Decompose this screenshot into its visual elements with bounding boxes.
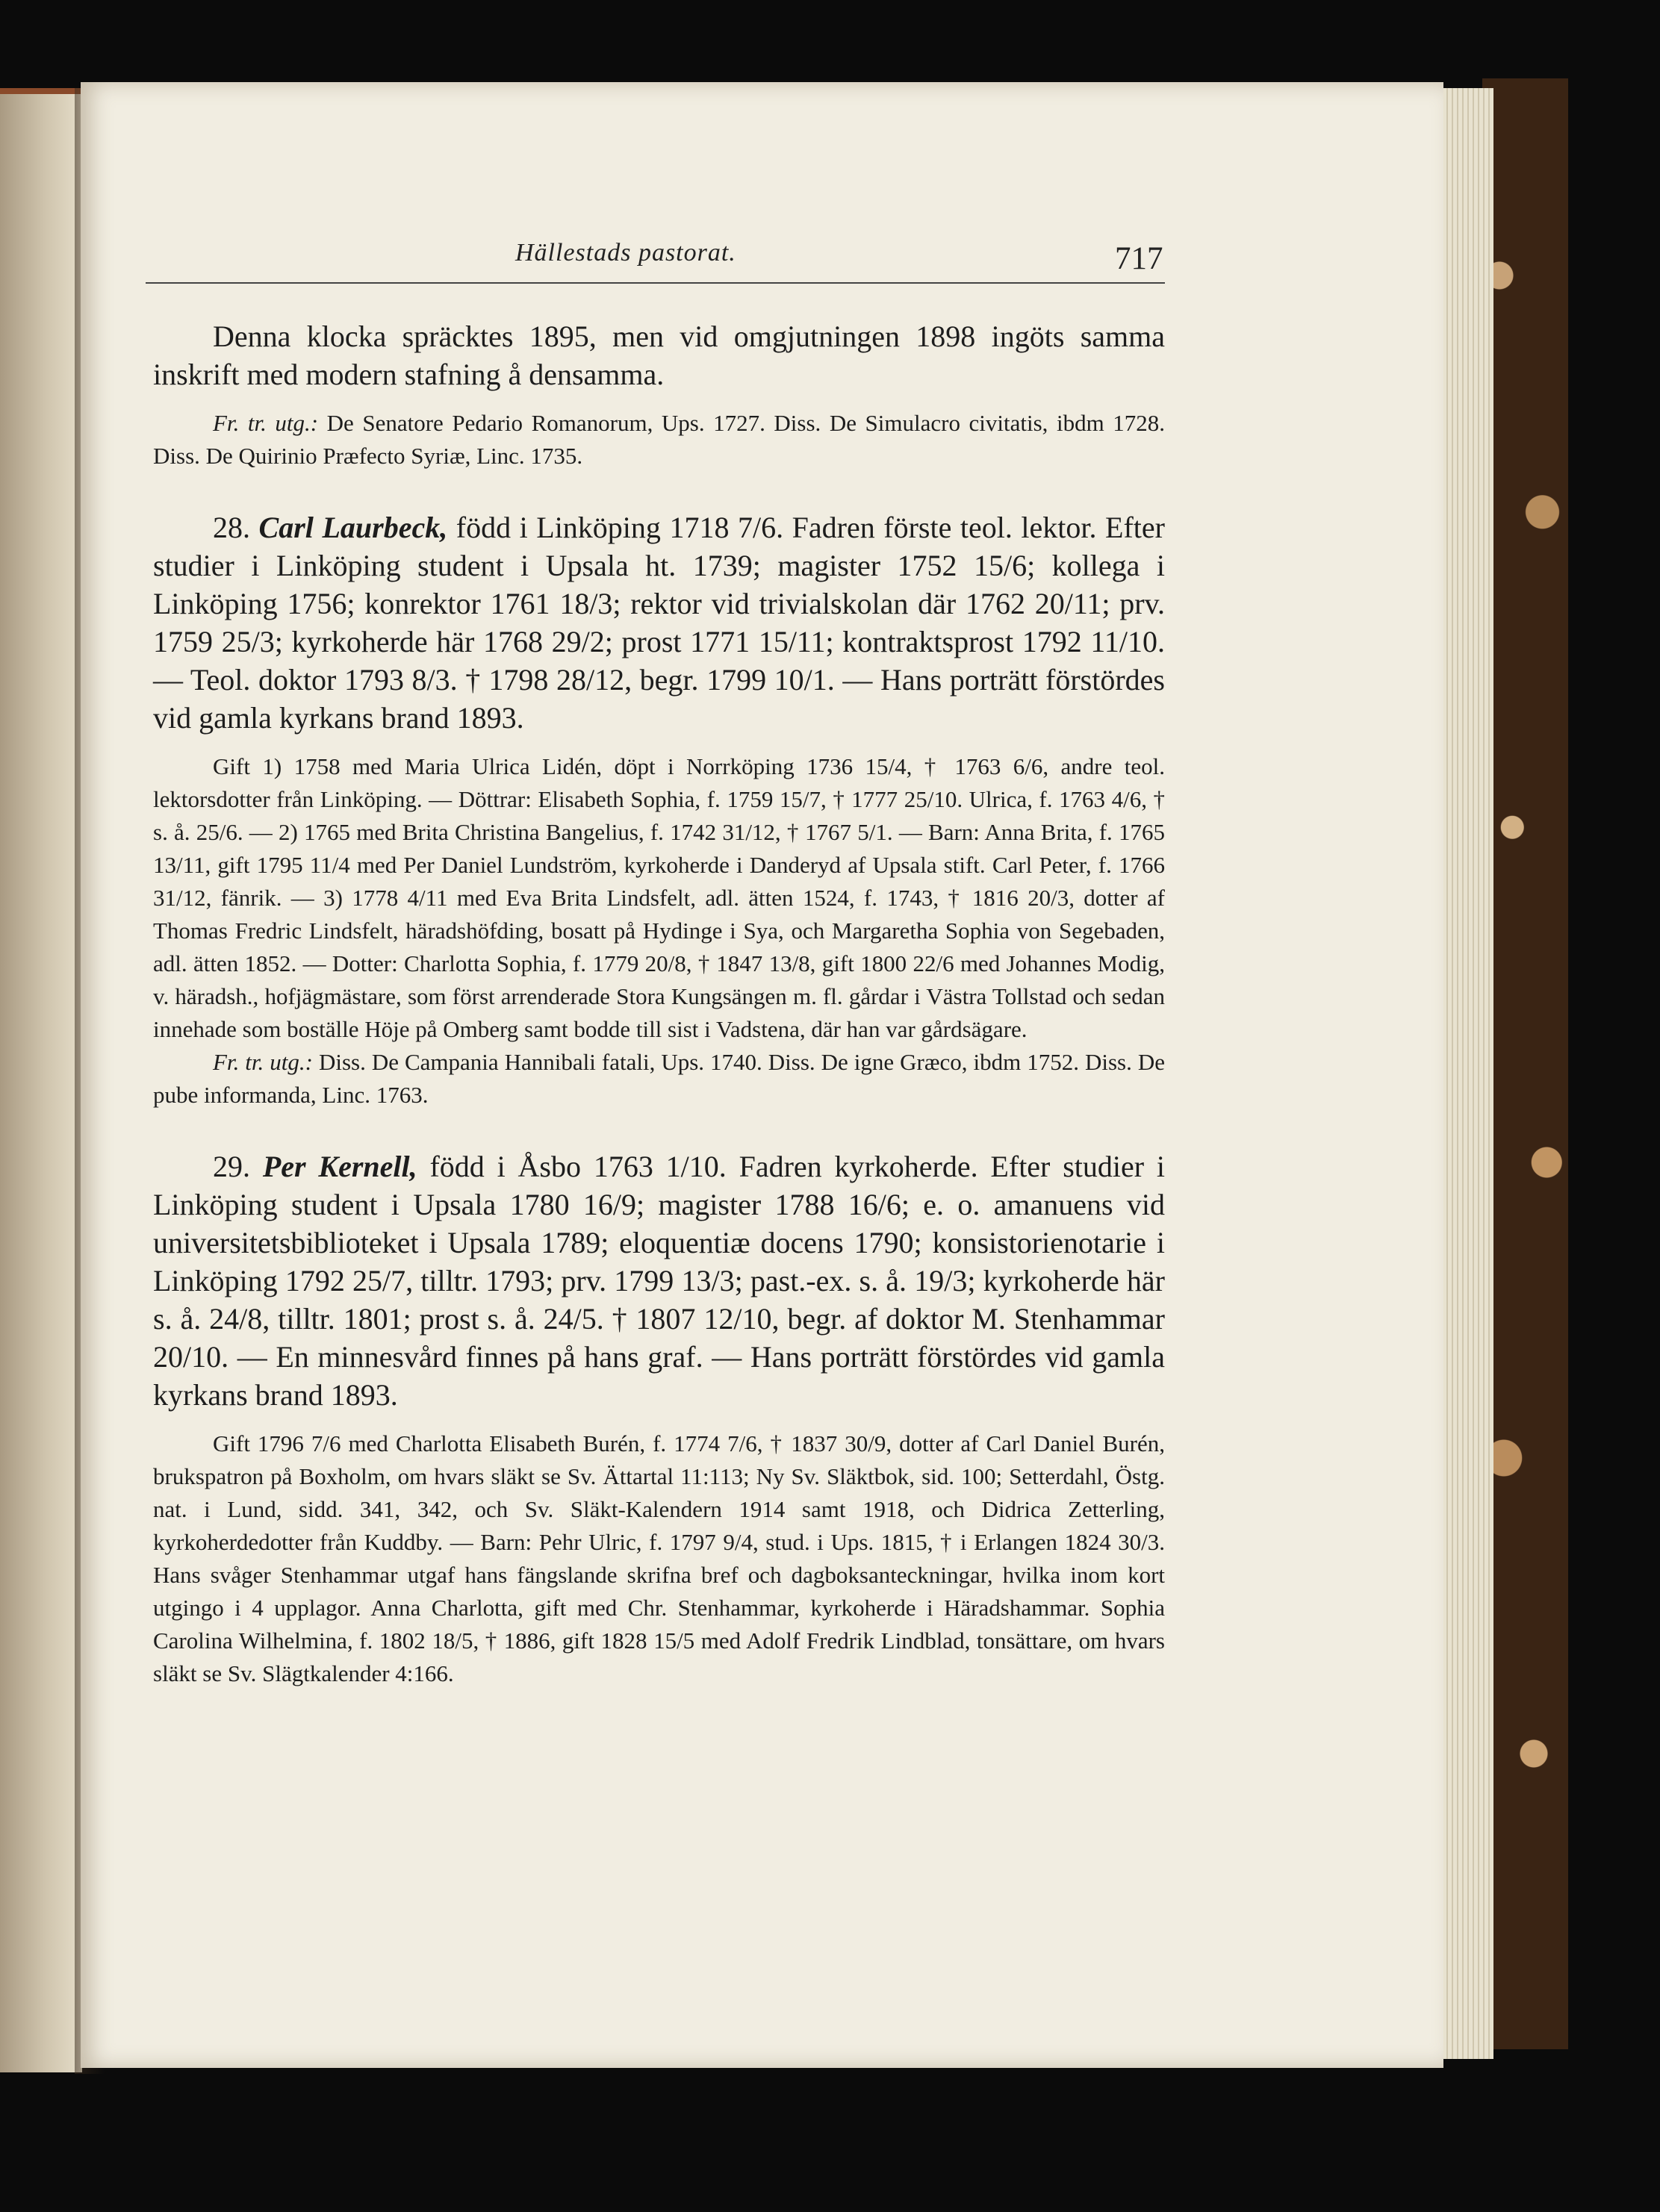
entry-28-works: [153, 1046, 1165, 1112]
entry-name: Carl Laurbeck,: [258, 511, 448, 544]
intro-works: [153, 407, 1165, 473]
works-label: Fr. tr. utg.:: [213, 1049, 313, 1075]
marbled-cover-edge: [1482, 78, 1568, 2049]
works-text: De Senatore Pedario Romanorum, Ups. 1727. Diss. De Simulacro civitatis, ibdm 1728. Diss. De Quirinio Præfecto Syriæ, Linc. 1735.: [153, 410, 1165, 469]
entry-28-bio: [153, 508, 1165, 737]
page-number: 717: [1115, 241, 1163, 276]
entry-number: 28.: [213, 511, 250, 544]
works-text: Diss. De Campania Hannibali fatali, Ups. 1740. Diss. De igne Græco, ibdm 1752. Diss. De pube informanda, Linc. 1763.: [153, 1049, 1165, 1108]
header-rule: [146, 282, 1165, 284]
left-page-edge: [0, 88, 82, 2072]
entry-bio-text: född i Åsbo 1763 1/10. Fadren kyrkoherde. Efter studier i Linköping student i Upsala 1780 16/9; magister 1788 16/6; e. o. amanuens vid universitetsbiblioteket i Upsala 1789; eloquentiæ docens 1790; konsistorienotarie i Linköping 1792 25/7, tilltr. 1793; prv. 1799 13/3; past.-ex. s. å. 19/3; kyrkoherde här s. å. 24/8, tilltr. 1801; prost s. å. 24/5. † 1807 12/10, begr. af doktor M. Stenhammar 20/10. — En minnesvård finnes på hans graf. — Hans porträtt förstördes vid gamla kyrkans brand 1893.: [153, 1150, 1166, 1412]
entry-bio-text: född i Linköping 1718 7/6. Fadren förste teol. lektor. Efter studier i Linköping student i Upsala ht. 1739; magister 1752 15/6; kollega i Linköping 1756; konrektor 1761 18/3; rektor vid trivialskolan där 1762 20/11; prv. 1759 25/3; kyrkoherde här 1768 29/2; prost 1771 15/11; kontraktsprost 1792 11/10. — Teol. doktor 1793 8/3. † 1798 28/12, begr. 1799 10/1. — Hans porträtt förstördes vid gamla kyrkans brand 1893.: [153, 511, 1165, 735]
entry-number: 29.: [213, 1150, 250, 1183]
entry-28-family: Gift 1) 1758 med Maria Ulrica Lidén, döpt i Norrköping 1736 15/4, † 1763 6/6, andre teol. lektorsdotter från Linköping. — Döttrar: Elisabeth Sophia, f. 1759 15/7, † 1777 25/10. Ulrica, f. 1763 4/6, † s. å. 25/6. — 2) 1765 med Brita Christina Bangelius, f. 1742 31/12, † 1767 5/1. — Barn: Anna Brita, f. 1765 13/11, gift 1795 11/4 med Per Daniel Lundström, kyrkoherde i Danderyd af Upsala stift. Carl Peter, f. 1766 31/12, fänrik. — 3) 1778 4/11 med Eva Brita Lindsfelt, adl. ätten 1524, f. 1743, † 1816 20/3, dotter af Thomas Fredric Lindsfelt, häradshöfding, bosatt på Hydinge i Sya, och Margaretha Sophia von Segebaden, adl. ätten 1852. — Dotter: Charlotta Sophia, f. 1779 20/8, † 1847 13/8, gift 1800 22/6 med Johannes Modig, v. häradsh., hofjägmästare, som först arrenderade Stora Kungsängen m. fl. gårdar i Västra Tollstad och sedan innehade som boställe Höje på Omberg samt bodde till sist i Vadstena, där han var gårdsägare.: [153, 753, 1165, 1042]
page-content: [153, 317, 1165, 1690]
entry-29-family: Gift 1796 7/6 med Charlotta Elisabeth Burén, f. 1774 7/6, † 1837 30/9, dotter af Carl Daniel Burén, brukspatron på Boxholm, om hvars släkt se Sv. Ättartal 11:113; Ny Sv. Släktbok, sid. 100; Setterdahl, Östg. nat. i Lund, sidd. 341, 342, och Sv. Släkt-Kalendern 1914 samt 1918, och Didrica Zetterling, kyrkoherdedotter från Kuddby. — Barn: Pehr Ulric, f. 1797 9/4, stud. i Ups. 1815, † i Erlangen 1824 30/3. Hans svåger Stenhammar utgaf hans fängslande skrifna bref och dagboksanteckningar, hvilka inom kort utgingo i 4 upplagor. Anna Charlotta, gift med Chr. Stenhammar, kyrkoherde i Häradshammar. Sophia Carolina Wilhelmina, f. 1802 18/5, † 1886, gift 1828 15/5 med Adolf Fredrik Lindblad, tonsättare, om hvars släkt se Sv. Slägtkalender 4:166.: [153, 1430, 1165, 1686]
entry-29-bio: [153, 1147, 1165, 1414]
running-head: Hällestads pastorat.: [515, 239, 736, 267]
intro-paragraph: Denna klocka spräcktes 1895, men vid omgjutningen 1898 ingöts samma inskrift med modern stafning å densamma.: [153, 320, 1165, 391]
entry-name: Per Kernell,: [262, 1150, 417, 1183]
works-label: Fr. tr. utg.:: [213, 410, 319, 436]
